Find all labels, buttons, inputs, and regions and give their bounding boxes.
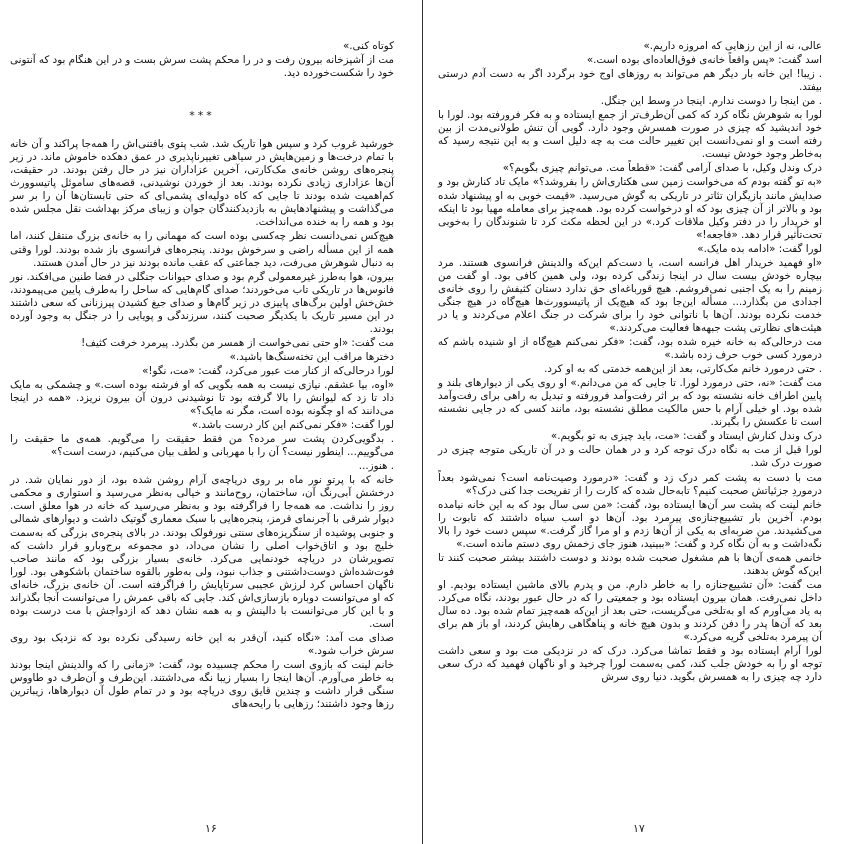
page-gutter xyxy=(422,0,423,844)
paragraph: مت با دست به پشت کمر درک زد و گفت: «درمورد وصیت‌نامه است؟ نمی‌شود بعداً درموردِ جزئیاتش صحبت کنیم؟ تابه‌حال شده که کارت را از تفریحت جدا کنی درک؟» xyxy=(438,471,822,497)
paragraph: مت از آشپزخانه بیرون رفت و در را محکم پشت سرش بست و در این هنگام بود که آنتونی خود را شکست‌خورده دید. xyxy=(10,54,394,80)
paragraph: هیچ‌کس نمی‌دانست نظر چه‌کسی بوده است که مهمانی را به خانه‌ی بزرگ منتقل کنند، اما همه از این مسأله راضی و سرخوش بودند. پنجره‌های فرانسوی باز شده بودند. لورا وقتی به دنبال شوهرش می‌رفت، دید جماعتی که عقب مانده بودند نیز در حال آمدن هستند. xyxy=(10,230,394,269)
paragraph: دخترها مراقب این تخته‌سنگ‌ها باشید.» xyxy=(229,350,394,363)
paragraph: . بدگویی‌کردن پشت سر مرده؟ من فقط حقیقت را می‌گویم. همه‌ی ما حقیقت را می‌گوییم... اینطور نیست؟ آن را با مهربانی و لطف بیان می‌کنیم، درست است؟» xyxy=(10,433,394,459)
page-number-left: ۱۶ xyxy=(205,822,217,835)
paragraph: لورا قبل از مت به نگاه درک توجه کرد و در همان حالت و در آن تاریکی متوجه چیزی در صورت درک شد. xyxy=(438,444,822,470)
left-page xyxy=(4,40,404,810)
paragraph: «به تو گفته بودم که می‌خواست زمین سی هکتاری‌اش را بفروشد؟» مایک تاد کنارش بود و صدایش مانند بازیگران تئاتر در تاریکی به گوش می‌رسید. «قیمت خوبی به او پیشنهاد شده بود و بالاتر از آن چیزی بود که او درخواست کرده بود. همه‌چیز برای معامله مهیا بود تا اینکه او خریدار را در دفتر وکیل ملاقات کرد.» در این لحظه مکث کرد تا شنوندگان را به‌خوبی تحت‌تأثیر قرار دهد. «فاجعه!» xyxy=(438,176,822,241)
paragraph: درک وندل وکیل، با صدای آرامی گفت: «قطعاً مت. می‌توانم چیزی بگویم؟» xyxy=(502,162,822,175)
right-page xyxy=(428,40,828,810)
paragraph: خانم لینت که بازوی است را محکم چسبیده بود، گفت: «زمانی را که والدینش اینجا بودند به خاطر می‌آورم. آن‌ها اینجا را بسیار زیبا نگه می‌داشتند. این‌طرف و آن‌طرف دو طاووس سنگی قرار داشت و چندین قایق روی دریاچه بود و در تمام طول آن دیوارها‌ها، زیباترین رزها وجود داشتند؛ رزهایی با رایحه‌های xyxy=(10,658,394,711)
paragraph: مت گفت: «آن تشییع‌جنازه را به خاطر دارم. من و پدرم بالای ماشین ایستاده بودیم. او داخل نمی‌رفت. همان بیرون ایستاده بود و جمعیتی را که در حال عبور بودند، نگاه می‌کرد. به یاد می‌آورم که او به‌تلخی می‌گریست، حتی بعد از این‌که همه‌چیز تمام شده بود. ده سال بعد که آن‌ها پدر را دفن کردند و بدون هیچ خانه و پناهگاهی رهایش کردند، او باز هم برای آن پیرمرد به‌تلخی گریه می‌کرد.» xyxy=(438,578,822,644)
paragraph: لورا به شوهرش نگاه کرد که کمی آن‌طرف‌تر از جمع ایستاده و به فکر فرورفته بود. لورا با خود اندیشید که چیزی در صورت همسرش وجود دارد. گویی آن تنش طولانی‌مدت از بین رفته است و او نمی‌دانست این تغییر حالت مت به چه دلیل است و به این نتیجه رسید که به‌خاطر وجود خودش نیست. xyxy=(438,109,822,161)
paragraph: «او فهمید خریدار اهل فرانسه است، یا دست‌کم این‌که والدینش فرانسوی هستند. مرد بیچاره خودش بیست سال در اینجا زندگی کرده بود، ولی همین کافی بود. او گفت من زمینم را به یک اجنبی نمی‌فروشم. هیچ قورباغه‌ای حق ندارد دستان کثیفش را روی خانه‌ی اجدادی من بگذارد... مسأله این‌جا بود که هیچ‌یک از پاتیسوورث‌ها هیچ‌گاه در هیچ جنگی خدمت نکرده بودند. آن‌ها با ناتوانی خود را برای شرکت در جنگ اعلام می‌کردند و یا در هیئت‌های نظارتی پشت جبهه‌ها فعالیت می‌کردند.» xyxy=(438,256,822,334)
paragraph: «اوه، بیا عشقم. نیازی نیست به همه بگویی که او فرشته بوده است.» و چشمکی به مایک داد تا زد که لیوانش را بالا گرفته بود تا نوشیدنی درون آن بیرون نریزد. «همه در اینجا می‌دانند که او چگونه بوده است، مگر نه مایک؟» xyxy=(10,378,394,418)
page-number-right: ۱۷ xyxy=(633,822,645,835)
paragraph: مت درحالی‌که به خانه خیره شده بود، گفت: «فکر نمی‌کنم هیچ‌گاه از او شنیده باشم که درمورد کسی خوب حرف زده باشد.» xyxy=(438,336,822,362)
paragraph: مت گفت: «او حتی نمی‌خواست از همسر من بگذرد. پیرمرد خرفت کثیف! xyxy=(81,336,394,349)
paragraph: خانمی همه‌ی آن‌ها با هم مشغول صحبت شده بودند و دوست داشتند بیشتر صحبت کنند تا این‌که گوش بدهند. xyxy=(438,551,822,577)
paragraph: خانم لینت که پشت سر آن‌ها ایستاده بود، گفت: «من سی سال بود که به این خانه نیامده بودم. آخرین بار تشییع‌جنازه‌ی پیرمرد بود. آن‌ها دو اسب سیاه داشتند که تابوت را می‌کشیدند. من ضربه‌ای به یکی از آن‌ها زدم و او مرا گاز گرفت.» سپس دست خود را بالا نگه‌داشت و به آن نگاه کرد و گفت: «ببینید، هنوز جای زخمش روی دستم مانده است.» xyxy=(438,498,822,550)
paragraph: کوتاه کنی.» xyxy=(342,40,394,52)
paragraph: عالی، نه از این رزهایی که امروزه داریم.» xyxy=(643,40,822,52)
paragraph: خانه که با پرتو نور ماه بر روی دریاچه‌ی آرام روشن شده بود، از دور نمایان شد. در درخشش آبی‌رنگ آن، ساختمان، روح‌مانند و خیالی به‌نظر می‌رسید و استواری و محکمی روز را نداشت. مه همه‌جا را فراگرفته بود و به‌نظر می‌رسید که خانه در هوا معلق است. دیوار شرقی با آجرنمای قرمز، پنجره‌هایی با سبک معماری گوتیک داشت و دیوارهای شمالی و جنوبی پوشیده از سنگریزه‌های سنتی نورفولک بودند. در بالای پنجره‌ی بزرگی که به‌سمت خلیج بود و اتاق‌خواب اصلی را نشان می‌داد، دو مجموعه برج‌وبارو قرار داشت که تصویرشان در دریاچه خودنمایی می‌کرد. خانه‌ی بسیار بزرگی بود که مانند صاحب فوت‌شده‌اش دوست‌داشتنی و جذاب نبود، ولی به‌طور بالقوه ساختمان باشکوهی بود. لورا ناگهان احساس کرد لرزش عجیبی سرتاپایش را فراگرفته است. آن خانه‌ی بزرگ، خانه‌ای که او می‌توانست دوباره بازسازی‌اش کند. جایی که باقی عمرش را می‌توانست آنجا بگذراند و با این کار می‌توانست با دالینش و به همه نشان دهد که ازدواجش با مت درست بوده است. xyxy=(10,474,394,630)
left-body xyxy=(10,138,394,711)
scene-separator: *** xyxy=(189,109,215,123)
paragraph: لورا گفت: «ادامه بده مایک.» xyxy=(697,242,822,255)
paragraph: مت گفت: «نه، حتی درمورد لورا. تا جایی که من می‌دانم.» او روی یکی از دیوارهای بلند و پایین اطراف خانه نشسته بود که بر اثر رفت‌وآمد فرورفته و تبدیل به راهی برای رفت‌وآمد شده بود. او خیلی آرام با حس مالکیت مطلق نشسته بود، مانند کسی که در جایی نشسته است تا عکسش را بگیرند. xyxy=(438,377,822,429)
left-top-block xyxy=(10,40,394,80)
paragraph: . حتی درمورد خانم مک‌کارتی، بعد از این‌همه خدمتی که به او کرد. xyxy=(544,363,822,376)
paragraph: . زیبا! این خانه بار دیگر هم می‌تواند به روزهای اوج خود برگردد اگر به دست آدم درستی بیفتد. xyxy=(438,68,822,94)
paragraph: اسد گفت: «پس واقعاً خانه‌ی فوق‌العاده‌ای بوده است.» xyxy=(586,54,822,67)
paragraph: خورشید غروب کرد و سپس هوا تاریک شد. شب پتوی بافتنی‌اش را همه‌جا پراکند و آن خانه با تمام درخت‌ها و زمین‌هایش در سیاهی تغییرناپذیری در عمق دهکده خاموش ماند. در زیر پنجره‌های روشن خانه‌ی مک‌کارتی، آخرین عزاداران نیز در حال رفتن بودند. در حقیقت، آن‌ها عزاداری زیادی نکرده بودند. بعد از خوردن نوشیدنی، قصه‌های ساموئل پاتیسوورث کم‌اهمیت شده بودند تا جایی که کاه دولیه‌ای پشمی‌ای که حتی تابستان‌ها آن را بر سر می‌گذاشت و پیشنهادهایش به بازدیدکنندگان جوان و زیبای مرکز بهداشت نقل مجلس شده بود و همه را به خنده می‌انداخت. xyxy=(10,138,394,229)
paragraph: . هنوز... xyxy=(358,460,394,473)
paragraph: لورا آرام ایستاده بود و فقط تماشا می‌کرد. درک که در نزدیکی مت بود و سعی داشت توجه او را به خودش جلب کند، کمی به‌سمت لورا چرخید و او ناگهان فهمید که درک سعی دارد چه چیزی را به همسرش بگوید. دنیا روی سرش xyxy=(438,645,822,684)
paragraph: لورا درحالی‌که از کنار مت عبور می‌کرد، گفت: «مت، نگو!» xyxy=(142,364,394,377)
paragraph: لورا گفت: «فکر نمی‌کنم این کار درست باشد.» xyxy=(191,419,394,432)
paragraph: بیرون، هوا به‌طرز غیرمعمولی گرم بود و صدای حیوانات جنگلی در فضا طنین می‌افکند. نور فانوس‌ها در تاریکی تاب می‌خوردند؛ صدای گام‌هایی که ساحل را به‌طرف پایین می‌پیمودند، خش‌خش اولین برگ‌های پاییزی در زیر گام‌ها و صدای جیغ کشیدن پیرزنانی که سعی داشتند در این مسیر تاریک با یکدیگر صحبت کنند، سرزندگی و پویایی را در جنگل به وجود آورده بودند. xyxy=(10,270,394,335)
paragraph: درک وندل کنارش ایستاد و گفت: «مت، باید چیزی به تو بگویم.» xyxy=(550,430,822,443)
right-body xyxy=(438,40,822,684)
paragraph: صدای مت آمد: «نگاه کنید، آن‌قدر به این خانه رسیدگی نکرده بود که نزدیک بود روی سرش خراب شود.» xyxy=(10,631,394,657)
paragraph: . من اینجا را دوست ندارم. اینجا در وسط این جنگل. xyxy=(600,95,822,108)
